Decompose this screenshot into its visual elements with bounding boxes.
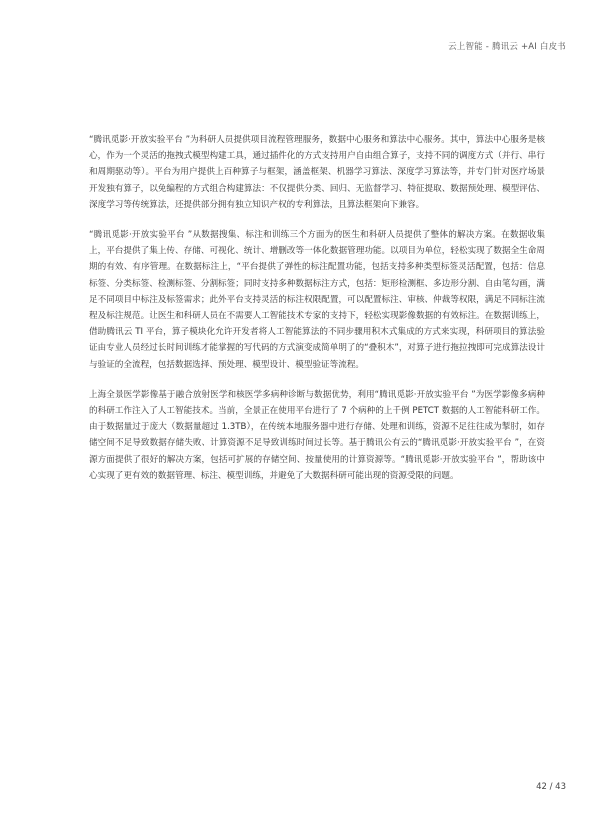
page-body (89, 132, 545, 498)
paragraph-platform-services: “腾讯觅影·开放实验平台 ”为科研人员提供项目流程管理服务，数据中心服务和算法中心服务。其中，算法中心服务是核心，作为一个灵活的拖拽式模型构建工具，通过插件化的方式支持用户自由组合算子，支持不同的调度方式（并行、串行和周期驱动等）。平台为用户提供上百种算子与框架，涵盖框架、机器学习算法、深度学习算法等，并专门针对医疗场景开发独有算子，以免编程的方式组合构建算法：不仅提供分类、回归、无监督学习、特征提取、数据预处理、模型评估、深度学习等传统算法，还提供部分拥有独立知识产权的专利算法，且算法框架向下兼容。 (89, 135, 545, 210)
paragraph-shanghai-case: 上海全景医学影像基于融合放射医学和核医学多病种诊断与数据优势，利用“腾讯觅影·开放实验平台 ”为医学影像多病种的科研工作注入了人工智能技术。当前，全景正在使用平台进行了 7 个病种的上千例 PETCT 数据的人工智能科研工作。由于数据量过于庞大（数据量超过 1.3TB），在传统本地服务器中进行存储、处理和训练，资源不足往往成为掣肘，如存储空间不足导致数据存储失败、计算资源不足导致训练时间过长等。基于腾讯公有云的“腾讯觅影·开放实验平台 ”，在资源方面提供了很好的解决方案，包括可扩展的存储空间、按量使用的计算资源等。“腾讯觅影·开放实验平台 ”，帮助该中心实现了更有效的数据管理、标注、模型训练，并避免了大数据科研可能出现的资源受限的问题。 (89, 389, 545, 481)
running-header: 云上智能 - 腾讯云 +AI 白皮书 (448, 42, 566, 52)
paragraph-data-solution: “腾讯觅影·开放实验平台 ”从数据搜集、标注和训练三个方面为的医生和科研人员提供了整体的解决方案。在数据收集上，平台提供了集上传、存储、可视化、统计、增删改等一体化数据管理功能。以项目为单位，轻松实现了数据全生命周期的有效、有序管理。在数据标注上，“平台提供了弹性的标注配置功能，包括支持多种类型标签灵活配置，包括：信息标签、分类标签、检测标签、分割标签；同时支持多种数据标注方式，包括：矩形检测框、多边形分割、自由笔勾画，满足不同项目中标注及标签需求；此外平台支持灵活的标注权限配置，可以配置标注、审核、仲裁等权限，满足不同标注流程及标注规范。让医生和科研人员在不需要人工智能技术专家的支持下，轻松实现影像数据的有效标注。在数据训练上，借助腾讯云 TI 平台，算子模块化允许开发者将人工智能算法的不同步骤用积木式集成的方式来实现，科研项目的算法验证由专业人员经过长时间训练才能掌握的写代码的方式演变成简单明了的“叠积木”，对算子进行拖拉拽即可完成算法设计与验证的全流程，包括数据选择、预处理、模型设计、模型验证等流程。 (89, 230, 545, 370)
page-number: 42 / 43 (536, 782, 566, 792)
